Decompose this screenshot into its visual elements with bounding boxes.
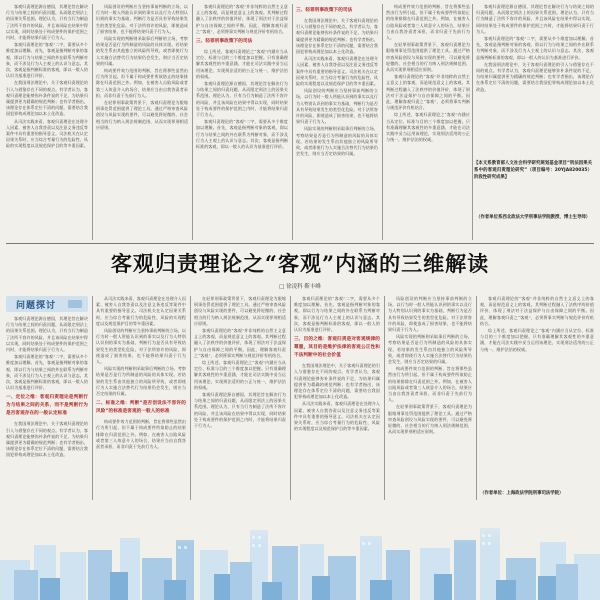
paragraph: 客观归责理论的“客观”并非纯粹的自然主义意义上的客观，而是规范意义上的客观。其判断过程融入了法秩序的价值评价，体现了刑法对于法益保护与自由保障之间的平衡。因此，理解客观归责之“客观”，必须将事实判断与规范评价有机结合。 — [386, 74, 470, 111]
paragraph: 风险实现的判断则采取事后判断的立场，考察结果是否是行为所制造的风险的具体实现。若结果的发生系由其他独立的风险所导致，或者即使行为人实施合法替代行为结果仍会发生，则应当否定结果的归属。 — [96, 36, 188, 66]
paragraph: 综上所述，客观归责理论之“客观”内涵应当从定位、标准与目的三个维度加以把握。只有准确理解其客观性的多重意涵，才能在司法实践中妥当运用该理论，实现刑法适用的公正与统一，维护法治的权威。 — [196, 49, 288, 79]
paragraph: 构成要件效力范围的判断，旨在将那些虽然由行为所引起、但不属于构成要件所欲防止的结果排除在归责范围之外。例如，在被害人自陷风险或者第三人故意介入的场合，结果应当由自我答责者承担，而非归责于先前行为人。 — [96, 419, 186, 450]
upper-column-2 — [96, 4, 188, 240]
lower-column-2 — [96, 296, 186, 502]
paragraph: 从司法实践来看，客观归责理论在处理介入因素、被害人自我答责以及注意义务违反等案件中具有重要的指导意义。司法机关在认定因果关系时，应当综合考量行为的危险性、风险的实现程度以及规范保护目的等多重因素。 — [96, 296, 186, 326]
paragraph: 客观归责理论源自德国，其理论旨在解决行为与结果之间的归责问题，从而限定刑法上的因果关系范围。理论认为，只有当行为制造了法所不容许的风险，并且该风险在结果中得以实现，同时结果处于构成要件的保护范围之内时，才能将结果归责于行为人。 — [194, 392, 286, 429]
paragraph: 在轻罪刑事政策背景下，客观归责理论为限缩刑事处罚范围提供了理论工具。通过严格审查风险创设与风险实现的要件，可以避免将轻微的、社会相当的行为纳入刑法规制范围，从而实现罪刑相适应原则。 — [388, 404, 472, 435]
paragraph: 客观归责理论的“客观”二字，需要从多个维度加以理解。首先，客观是指判断对象的客观，即以行为与结果之间的外在联系为判断对象，而不涉及行为人主观上的认识与意志。其次，客观是指判断标准的客观，即以一般人的认识为基准进行评价。 — [6, 42, 88, 79]
paragraph: 风险实现的判断则采取事后判断的立场，考察结果是否是行为所制造的风险的具体实现。若结果的发生系由其他独立的风险所导致，或者即使行为人实施合法替代行为结果仍会发生，则应当否定结果的归属。 — [96, 366, 186, 397]
fund-note: 【本文系教育部人文社会科学研究规划基金项目“刑法因果关系中的客观归责理论研究”（项目编号：20YJA820035）阶段性研究成果】 — [474, 161, 592, 180]
paragraph: 客观归责理论的“客观”并非纯粹的自然主义意义上的客观，而是规范意义上的客观。其判断过程融入了法秩序的价值评价，体现了刑法对于法益保护与自由保障之间的平衡。因此，理解客观归责之“客观”，必须将事实判断与规范评价有机结合。 — [480, 296, 594, 326]
paragraph: 风险实现的判断则采取事后判断的立场，考察结果是否是行为所制造的风险的具体实现。若结果的发生系由其他独立的风险所导致，或者即使行为人实施合法替代行为结果仍会发生，则应当否定结果的归属。 — [388, 334, 472, 365]
paragraph: 客观归责理论的“客观”二字，需要从多个维度加以理解。首先，客观是指判断对象的客观，即以行为与结果之间的外在联系为判断对象，而不涉及行为人主观上的认识与意志。其次，客观是指判断标准的客观，即以一般人的认识为基准进行评价。 — [294, 296, 380, 333]
paragraph: 客观归责理论源自德国，其理论旨在解决行为与结果之间的归责问题，从而限定刑法上的因果关系范围。理论认为，只有当行为制造了法所不容许的风险，并且该风险在结果中得以实现，同时结果处于构成要件的保护范围之内时，才能将结果归责于行为人。 — [6, 4, 88, 41]
section-heading: 二、标准之维：判断“是否创设法不容许的风险”的标准是客观的一般人的标准 — [96, 401, 186, 415]
paragraph: 风险创设的判断应当坚持事前判断的立场，以行为时一般人所能认识到的事实以及行为人特别认识到的事实为基础，判断行为是否具有导致结果发生的类型化危险。对于法所容许的风险，即使造成了损害结果，也不能将结果归责于行为人。 — [296, 88, 378, 125]
section-heading: 三、轻罪刑事政策下的司法 — [196, 39, 253, 45]
paragraph: 从司法实践来看，客观归责理论在处理介入因素、被害人自我答责以及注意义务违反等案件中具有重要的指导意义。司法机关在认定因果关系时，应当综合考量行为的危险性、风险的实现程度以及规范保护目的等多重因素。 — [296, 56, 378, 87]
paragraph: 在我国刑法理论中，关于客观归责理论的引入与借鉴存在不同的观点。有学者认为，客观归责理论能够弥补条件说的不足，为结果归属提供更为精确的规范判断；也有学者指出，该理论存在体系定位不清的问题，需要结合我国犯罪构成理论加以本土化改造。 — [296, 18, 378, 55]
paragraph: 综上所述，客观归责理论之“客观”内涵应当从定位、标准与目的三个维度加以把握。只有准确理解其客观性的多重意涵，才能在司法实践中妥当运用该理论，实现刑法适用的公正与统一，维护法治的权威。 — [194, 360, 286, 390]
section-heading: 三、目的之维：客观归责是对客观规律的尊重，其目的是维护法律的客观公正性和不法判断中的社会价值 — [294, 337, 380, 359]
paragraph: 客观归责理论的“客观”二字，需要从多个维度加以理解。首先，客观是指判断对象的客观，即以行为与结果之间的外在联系为判断对象，而不涉及行为人主观上的认识与意志。其次，客观是指判断标准的客观，即以一般人的认识为基准进行评价。 — [196, 119, 288, 150]
lower-column-3 — [194, 296, 286, 502]
paragraph: 在我国刑法理论中，关于客观归责理论的引入与借鉴存在不同的观点。有学者认为，客观归责理论能够弥补条件说的不足，为结果归属提供更为精确的规范判断；也有学者指出，该理论存在体系定位不清的问题，需要结合我国犯罪构成理论加以本土化改造。 — [294, 363, 380, 400]
paragraph: 在轻罪刑事政策背景下，客观归责理论为限缩刑事处罚范围提供了理论工具。通过严格审查风险创设与风险实现的要件，可以避免将轻微的、社会相当的行为纳入刑法规制范围，从而实现罪刑相适应原则。 — [386, 42, 470, 73]
paragraph: 构成要件效力范围的判断，旨在将那些虽然由行为所引起、但不属于构成要件所欲防止的结果排除在归责范围之外。例如，在被害人自陷风险或者第三人故意介入的场合，结果应当由自我答责者承担，而非归责于先前行为人。 — [96, 68, 188, 98]
author-note: （作者单位：上海政法学院刑事司法学院） — [480, 491, 564, 496]
article-byline: □ 徐凌科 靳丰峰 — [279, 284, 321, 290]
paragraph: 在我国刑法理论中，关于客观归责理论的引入与借鉴存在不同的观点。有学者认为，客观归责理论能够弥补条件说的不足，为结果归属提供更为精确的规范判断；也有学者指出，该理论存在体系定位不清的问题，需要结合我国犯罪构成理论加以本土化改造。 — [6, 80, 88, 117]
upper-column-3 — [196, 4, 288, 240]
paragraph: 综上所述，客观归责理论之“客观”内涵应当从定位、标准与目的三个维度加以把握。只有准确理解其客观性的多重意涵，才能在司法实践中妥当运用该理论，实现刑法适用的公正与统一，维护法治的权威。 — [480, 328, 594, 352]
paragraph: 构成要件效力范围的判断，旨在将那些虽然由行为所引起、但不属于构成要件所欲防止的结果排除在归责范围之外。例如，在被害人自陷风险或者第三人故意介入的场合，结果应当由自我答责者承担，而非归责于先前行为人。 — [386, 4, 470, 41]
lower-column-6 — [480, 296, 594, 486]
paragraph: 从司法实践来看，客观归责理论在处理介入因素、被害人自我答责以及注意义务违反等案件中具有重要的指导意义。司法机关在认定因果关系时，应当综合考量行为的危险性、风险的实现程度以及规范保护目的等多重因素。 — [6, 118, 88, 149]
section-heading: 三、轻罪刑事政策下的司法 — [296, 8, 353, 13]
paragraph: 从司法实践来看，客观归责理论在处理介入因素、被害人自我答责以及注意义务违反等案件中具有重要的指导意义。司法机关在认定因果关系时，应当综合考量行为的危险性、风险的实现程度以及规范保护目的等多重因素。 — [294, 401, 380, 432]
paragraph: 客观归责理论的“客观”并非纯粹的自然主义意义上的客观，而是规范意义上的客观。其判断过程融入了法秩序的价值评价，体现了刑法对于法益保护与自由保障之间的平衡。因此，理解客观归责之“客观”，必须将事实判断与规范评价有机结合。 — [196, 4, 288, 34]
article-headline: 客观归责理论之“客观”内涵的三维解读 — [110, 251, 490, 276]
upper-column-1 — [6, 4, 88, 240]
paragraph: 客观归责理论的“客观”二字，需要从多个维度加以理解。首先，客观是指判断对象的客观，即以行为与结果之间的外在联系为判断对象，而不涉及行为人主观上的认识与意志。其次，客观是指判断标准的客观，即以一般人的认识为基准进行评价。 — [6, 354, 88, 391]
lower-column-5 — [388, 296, 472, 502]
lower-column-4 — [294, 296, 380, 502]
city-skyline-illustration — [0, 500, 600, 600]
paragraph: 在我国刑法理论中，关于客观归责理论的引入与借鉴存在不同的观点。有学者认为，客观归责理论能够弥补条件说的不足，为结果归属提供更为精确的规范判断；也有学者指出，该理论存在体系定位不清的问题，需要结合我国犯罪构成理论加以本土化改造。 — [6, 421, 88, 458]
column-tag-label: 问题探讨 — [16, 301, 57, 311]
paragraph: 综上所述，客观归责理论之“客观”内涵应当从定位、标准与目的三个维度加以把握。只有准确理解其客观性的多重意涵，才能在司法实践中妥当运用该理论，实现刑法适用的公正与统一，维护法治的权威。 — [386, 112, 470, 143]
paragraph: 在轻罪刑事政策背景下，客观归责理论为限缩刑事处罚范围提供了理论工具。通过严格审查风险创设与风险实现的要件，可以避免将轻微的、社会相当的行为纳入刑法规制范围，从而实现罪刑相适应原则。 — [194, 296, 286, 326]
upper-column-5 — [386, 4, 470, 240]
paragraph: 客观归责理论的“客观”二字，需要从多个维度加以理解。首先，客观是指判断对象的客观，即以行为与结果之间的外在联系为判断对象，而不涉及行为人主观上的认识与意志。其次，客观是指判断标准的客观，即以一般人的认识为基准进行评价。 — [476, 36, 594, 60]
paragraph: 风险实现的判断则采取事后判断的立场，考察结果是否是行为所制造的风险的具体实现。若结果的发生系由其他独立的风险所导致，或者即使行为人实施合法替代行为结果仍会发生，则应当否定结果的归属。 — [296, 126, 378, 157]
paragraph: 风险创设的判断应当坚持事前判断的立场，以行为时一般人所能认识到的事实以及行为人特别认识到的事实为基础，判断行为是否具有导致结果发生的类型化危险。对于法所容许的风险，即使造成了损害结果，也不能将结果归责于行为人。 — [96, 4, 188, 34]
paragraph: 客观归责理论源自德国，其理论旨在解决行为与结果之间的归责问题，从而限定刑法上的因果关系范围。理论认为，只有当行为制造了法所不容许的风险，并且该风险在结果中得以实现，同时结果处于构成要件的保护范围之内时，才能将结果归责于行为人。 — [476, 4, 594, 34]
column-tag — [6, 296, 88, 312]
paragraph: 客观归责理论的“客观”并非纯粹的自然主义意义上的客观，而是规范意义上的客观。其判断过程融入了法秩序的价值评价，体现了刑法对于法益保护与自由保障之间的平衡。因此，理解客观归责之“客观”，必须将事实判断与规范评价有机结合。 — [194, 328, 286, 358]
paragraph: 风险创设的判断应当坚持事前判断的立场，以行为时一般人所能认识到的事实以及行为人特别认识到的事实为基础，判断行为是否具有导致结果发生的类型化危险。对于法所容许的风险，即使造成了损害结果，也不能将结果归责于行为人。 — [96, 328, 186, 365]
paragraph: 风险创设的判断应当坚持事前判断的立场，以行为时一般人所能认识到的事实以及行为人特别认识到的事实为基础，判断行为是否具有导致结果发生的类型化危险。对于法所容许的风险，即使造成了损害结果，也不能将结果归责于行为人。 — [388, 296, 472, 333]
paragraph: 在轻罪刑事政策背景下，客观归责理论为限缩刑事处罚范围提供了理论工具。通过严格审查风险创设与风险实现的要件，可以避免将轻微的、社会相当的行为纳入刑法规制范围，从而实现罪刑相适应原则。 — [96, 100, 188, 130]
paragraph: 在我国刑法理论中，关于客观归责理论的引入与借鉴存在不同的观点。有学者认为，客观归责理论能够弥补条件说的不足，为结果归属提供更为精确的规范判断；也有学者指出，该理论存在体系定位不清的问题，需要结合我国犯罪构成理论加以本土化改造。 — [476, 61, 594, 92]
paragraph: 客观归责理论源自德国，其理论旨在解决行为与结果之间的归责问题，从而限定刑法上的因果关系范围。理论认为，只有当行为制造了法所不容许的风险，并且该风险在结果中得以实现，同时结果处于构成要件的保护范围之内时，才能将结果归责于行为人。 — [6, 316, 88, 353]
upper-column-6 — [476, 4, 594, 154]
paragraph: 构成要件效力范围的判断，旨在将那些虽然由行为所引起、但不属于构成要件所欲防止的结果排除在归责范围之外。例如，在被害人自陷风险或者第三人故意介入的场合，结果应当由自我答责者承担，而非归责于先前行为人。 — [388, 366, 472, 403]
author-note-upper: （作者单位系西北政法大学刑事法学院教授、博士生导师） — [476, 215, 591, 220]
upper-column-4 — [296, 4, 378, 240]
section-heading: 一、定位之维：客观归责理论是判断行为与结果之间的关系，而不是判断行为是否客观存在的一般认定标准 — [6, 395, 88, 417]
paragraph: 客观归责理论源自德国，其理论旨在解决行为与结果之间的归责问题，从而限定刑法上的因果关系范围。理论认为，只有当行为制造了法所不容许的风险，并且该风险在结果中得以实现，同时结果处于构成要件的保护范围之内时，才能将结果归责于行为人。 — [196, 81, 288, 118]
lower-column-1 — [6, 316, 88, 502]
tag-decoration-icon — [68, 300, 82, 308]
